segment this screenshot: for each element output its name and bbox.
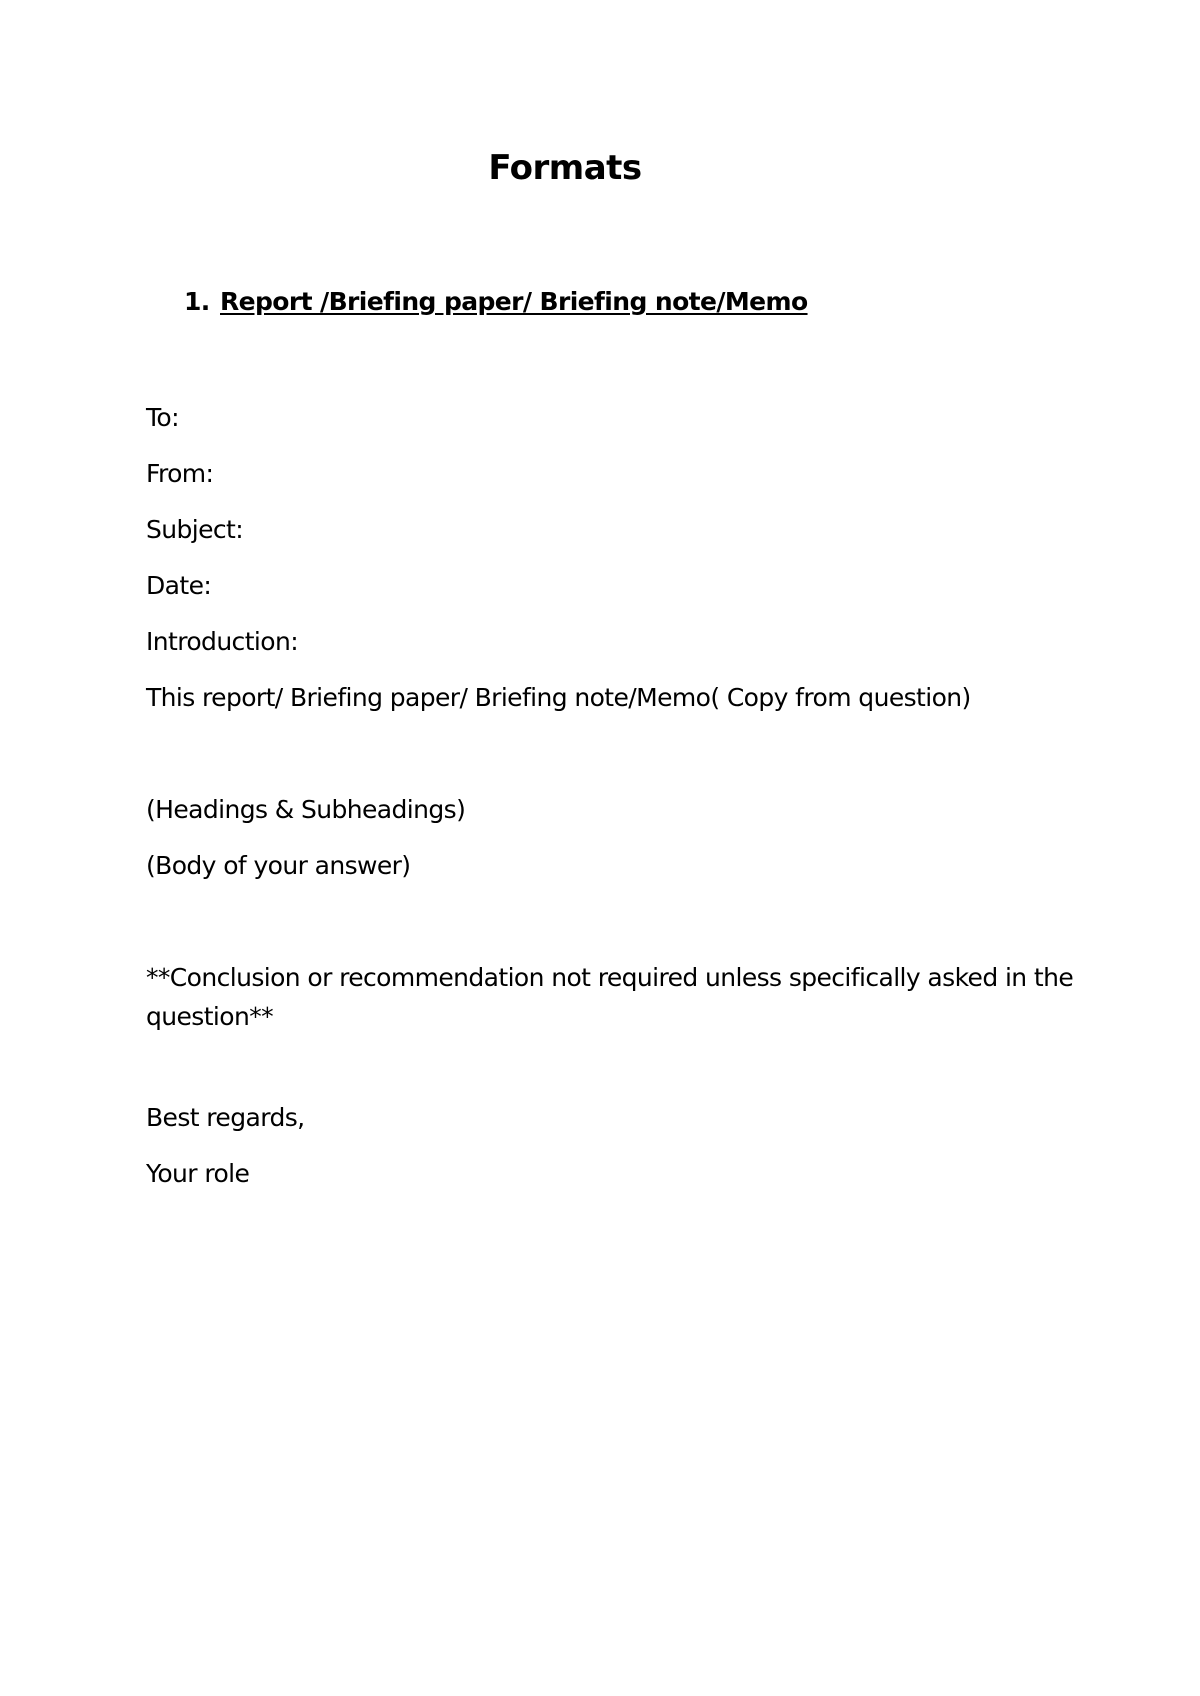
body-note: (Body of your answer) [146,851,411,880]
from-field-label: From: [146,459,214,488]
date-field-label: Date: [146,571,212,600]
closing-line: Best regards, [146,1103,305,1132]
headings-note: (Headings & Subheadings) [146,795,466,824]
conclusion-note: **Conclusion or recommendation not required unless specifically asked in the question** [146,963,1074,1031]
to-field-label: To: [146,403,179,432]
section-heading-text: Report /Briefing paper/ Briefing note/Memo [220,287,808,316]
section-heading [184,286,808,318]
section-number: 1. [184,287,210,316]
introduction-text: This report/ Briefing paper/ Briefing note/Memo( Copy from question) [146,683,971,712]
page-title: Formats [488,148,642,188]
subject-field-label: Subject: [146,515,244,544]
signature-line: Your role [146,1159,250,1188]
introduction-label: Introduction: [146,627,299,656]
